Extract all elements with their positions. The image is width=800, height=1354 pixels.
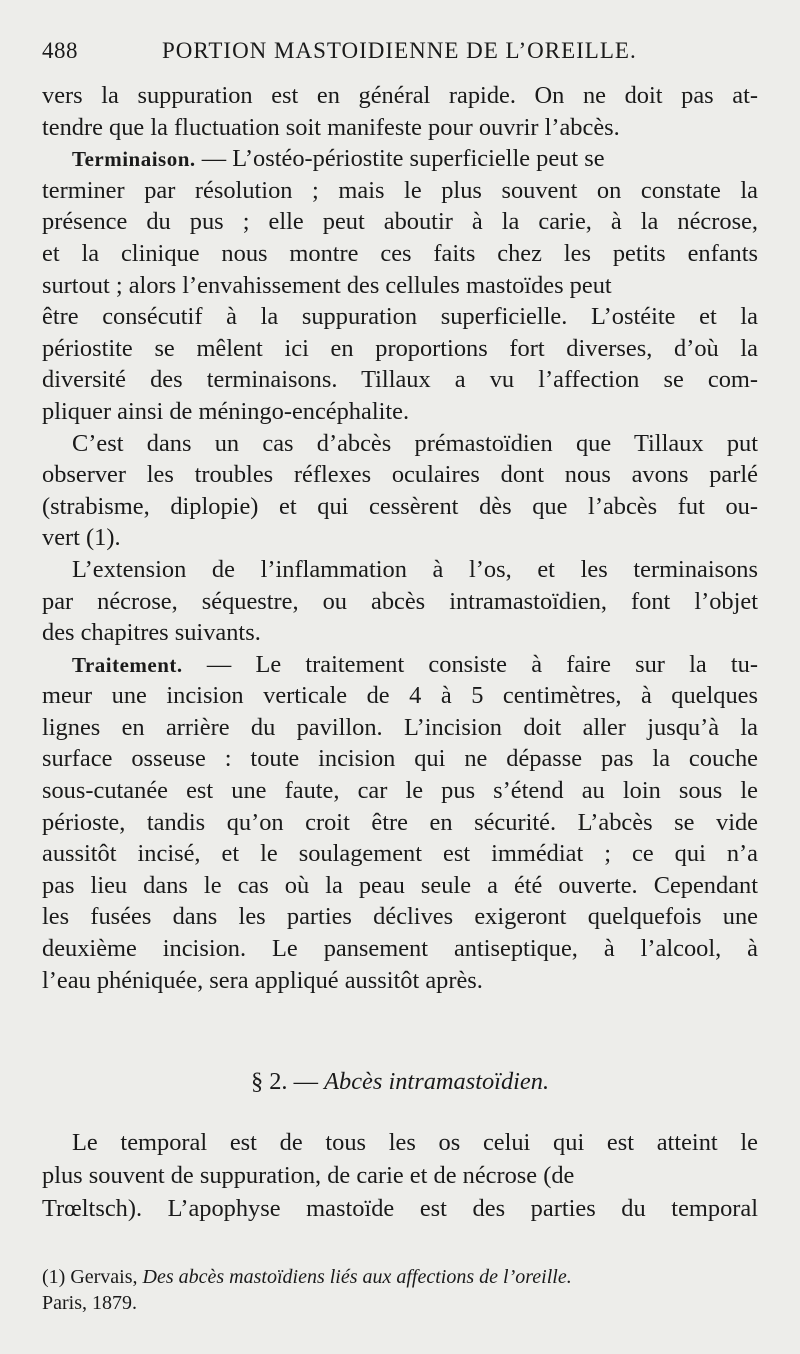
text-line: (strabisme, diplopie) et qui cessèrent dès que l’abcès fut ou- xyxy=(42,492,758,520)
text-line: L’extension de l’inflammation à l’os, et les terminaisons xyxy=(72,555,758,583)
text-line: meur une incision verticale de 4 à 5 centimètres, à quelques xyxy=(42,682,758,710)
paragraph-traitement-first-line: Traitement. — Le traitement consiste à faire sur la tu- xyxy=(72,650,758,678)
text-line: aussitôt incisé, et le soulagement est immédiat ; ce qui n’a xyxy=(42,840,758,868)
text-line: pliquer ainsi de méningo-encéphalite. xyxy=(42,397,410,425)
terminaison-heading: Terminaison. xyxy=(72,147,196,172)
text-line: périostite se mêlent ici en proportions fort diverses, d’où la xyxy=(42,334,758,362)
text-line: diversité des terminaisons. Tillaux a vu l’affection se com- xyxy=(42,366,758,394)
text-line: pas lieu dans le cas où la peau seule a été ouverte. Cependant xyxy=(42,871,758,899)
text-line: observer les troubles réflexes oculaires dont nous avons parlé xyxy=(42,461,758,489)
text-line: par nécrose, séquestre, ou abcès intramastoïdien, font l’objet xyxy=(42,587,758,615)
text-line: C’est dans un cas d’abcès prémastoïdien que Tillaux put xyxy=(72,429,758,457)
text-line: des chapitres suivants. xyxy=(42,619,261,647)
page-number: 488 xyxy=(42,38,78,63)
text-line: lignes en arrière du pavillon. L’incision doit aller jusqu’à la xyxy=(42,713,758,741)
running-header xyxy=(42,38,758,68)
main-text xyxy=(42,80,758,996)
text-line: périoste, tandis qu’on croit être en sécurité. L’abcès se vide xyxy=(42,808,758,836)
footnote-line xyxy=(42,1264,758,1290)
text-line: vert (1). xyxy=(42,524,121,552)
text-line: Trœltsch). L’apophyse mastoïde est des parties du temporal xyxy=(42,1195,758,1222)
footnote xyxy=(42,1264,758,1316)
footnote-line: Paris, 1879. xyxy=(42,1292,137,1314)
text-line: deuxième incision. Le pansement antiseptique, à l’alcool, à xyxy=(42,935,758,963)
section-title: Abcès intramastoïdien. xyxy=(324,1068,550,1095)
text-line: les fusées dans les parties déclives exigeront quelquefois une xyxy=(42,903,758,931)
footnote-marker: (1) Gervais, xyxy=(42,1266,138,1288)
text-line: et la clinique nous montre ces faits chez les petits enfants xyxy=(42,239,758,267)
text-line: sous-cutanée est une faute, car le pus s’étend au loin sous le xyxy=(42,777,758,805)
text-line: plus souvent de suppuration, de carie et de nécrose (de xyxy=(42,1162,575,1189)
running-title: PORTION MASTOIDIENNE DE L’OREILLE. xyxy=(162,38,637,63)
section-text xyxy=(42,1126,758,1225)
section-number: § 2. — xyxy=(250,1068,319,1095)
text-line: Le temporal est de tous les os celui qui est atteint le xyxy=(72,1129,758,1156)
section-heading xyxy=(42,1068,758,1104)
text-line: vers la suppuration est en général rapide. On ne doit pas at- xyxy=(42,82,758,109)
footnote-title: Des abcès mastoïdiens liés aux affections de l’oreille. xyxy=(142,1266,572,1288)
text-line: tendre que la fluctuation soit manifeste pour ouvrir l’abcès. xyxy=(42,113,620,141)
text-line: terminer par résolution ; mais le plus souvent on constate la xyxy=(42,176,758,204)
traitement-heading: Traitement. xyxy=(72,652,183,677)
text-line: être consécutif à la suppuration superficielle. L’ostéite et la xyxy=(42,303,758,331)
text-line: l’eau phéniquée, sera appliqué aussitôt après. xyxy=(42,966,483,994)
text-line: surface osseuse : toute incision qui ne dépasse pas la couche xyxy=(42,745,758,773)
paragraph-terminaison-first-line: Terminaison. — L’ostéo-périostite superficielle peut se xyxy=(72,145,605,173)
text-line: surtout ; alors l’envahissement des cellules mastoïdes peut xyxy=(42,271,612,299)
text-line: présence du pus ; elle peut aboutir à la carie, à la nécrose, xyxy=(42,208,758,236)
